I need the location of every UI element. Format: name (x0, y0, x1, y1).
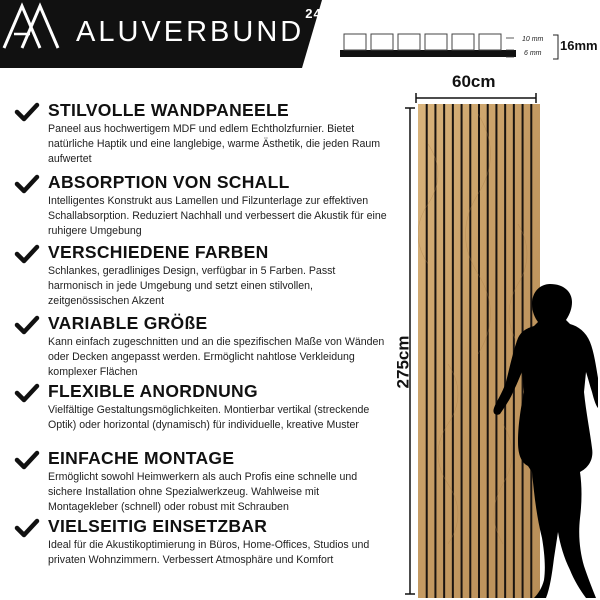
feature-description: Intelligentes Konstrukt aus Lamellen und Filzunterlage zur effektiven Schallabsorption. Reduziert Nachhall und verbessert die Akustik für eine ruhigere Umgebung (48, 195, 387, 237)
feature-title: ABSORPTION VON SCHALL (48, 172, 290, 192)
check-icon (14, 314, 40, 336)
brand-name: ALUVERBUND (76, 16, 305, 48)
slat-gap (452, 104, 454, 598)
brand-suffix: 24 (305, 6, 322, 22)
feature-description: Schlankes, geradliniges Design, verfügbar in 5 Farben. Passt harmonisch in jede Umgebung und setzt einen stilvollen, zeitgenössischen Akzent (48, 265, 336, 307)
feature-title: FLEXIBLE ANORDNUNG (48, 381, 258, 401)
check-icon (14, 243, 40, 265)
check-icon (14, 101, 40, 123)
brand-logo-text (76, 6, 322, 49)
feature-description: Kann einfach zugeschnitten und an die spezifischen Maße von Wänden oder Decken angepasst werden. Ermöglicht nahtlose Verkleidung komplexer Flächen (48, 336, 385, 378)
feature-title: VARIABLE GRÖßE (48, 313, 208, 333)
feature-description: Ideal für die Akustikoptimierung in Büros, Home-Offices, Studios und privaten Wohnzimmern. Verbessert Atmosphäre und Komfort (48, 539, 370, 566)
total-dimension-bracket (552, 34, 560, 60)
feature-title: VERSCHIEDENE FARBEN (48, 242, 269, 262)
check-icon (14, 449, 40, 471)
slat-gap (461, 104, 463, 598)
feature-title: VIELSEITIG EINSETZBAR (48, 516, 268, 536)
slat-dimension: 10 mm (522, 36, 544, 43)
width-dimension-line (414, 92, 538, 104)
woman-silhouette (488, 282, 600, 600)
check-icon (14, 517, 40, 539)
panel-profile-diagram (336, 30, 516, 62)
slat-gap (443, 104, 445, 598)
check-icon (14, 382, 40, 404)
panel-height-label: 275cm (393, 335, 413, 389)
feature-title: EINFACHE MONTAGE (48, 448, 235, 468)
felt-dimension: 6 mm (524, 50, 542, 57)
feature-description: Paneel aus hochwertigem MDF und edlem Echtholzfurnier. Bietet natürliche Haptik und eine langlebige, warme Ästhetik, die jeden Raum aufwertet (48, 123, 381, 165)
feature-description: Ermöglicht sowohl Heimwerkern als auch Profis eine schnelle und sichere Installation ohne Spezialwerkzeug. Wahlweise mit Montagekleber (schnell) oder robust mit Schrauben (48, 471, 358, 513)
check-icon (14, 173, 40, 195)
total-thickness: 16mm (560, 38, 598, 53)
slat-gap (469, 104, 471, 598)
feature-title: STILVOLLE WANDPANEELE (48, 100, 289, 120)
panel-width-label: 60cm (452, 72, 496, 91)
slat-gap (426, 104, 428, 598)
feature-description: Vielfältige Gestaltungsmöglichkeiten. Montierbar vertikal (streckende Optik) oder horizontal (dynamisch) für individuelle, kreative Muster (48, 404, 370, 431)
slat-gap (434, 104, 436, 598)
av-logo-icon (0, 0, 60, 52)
